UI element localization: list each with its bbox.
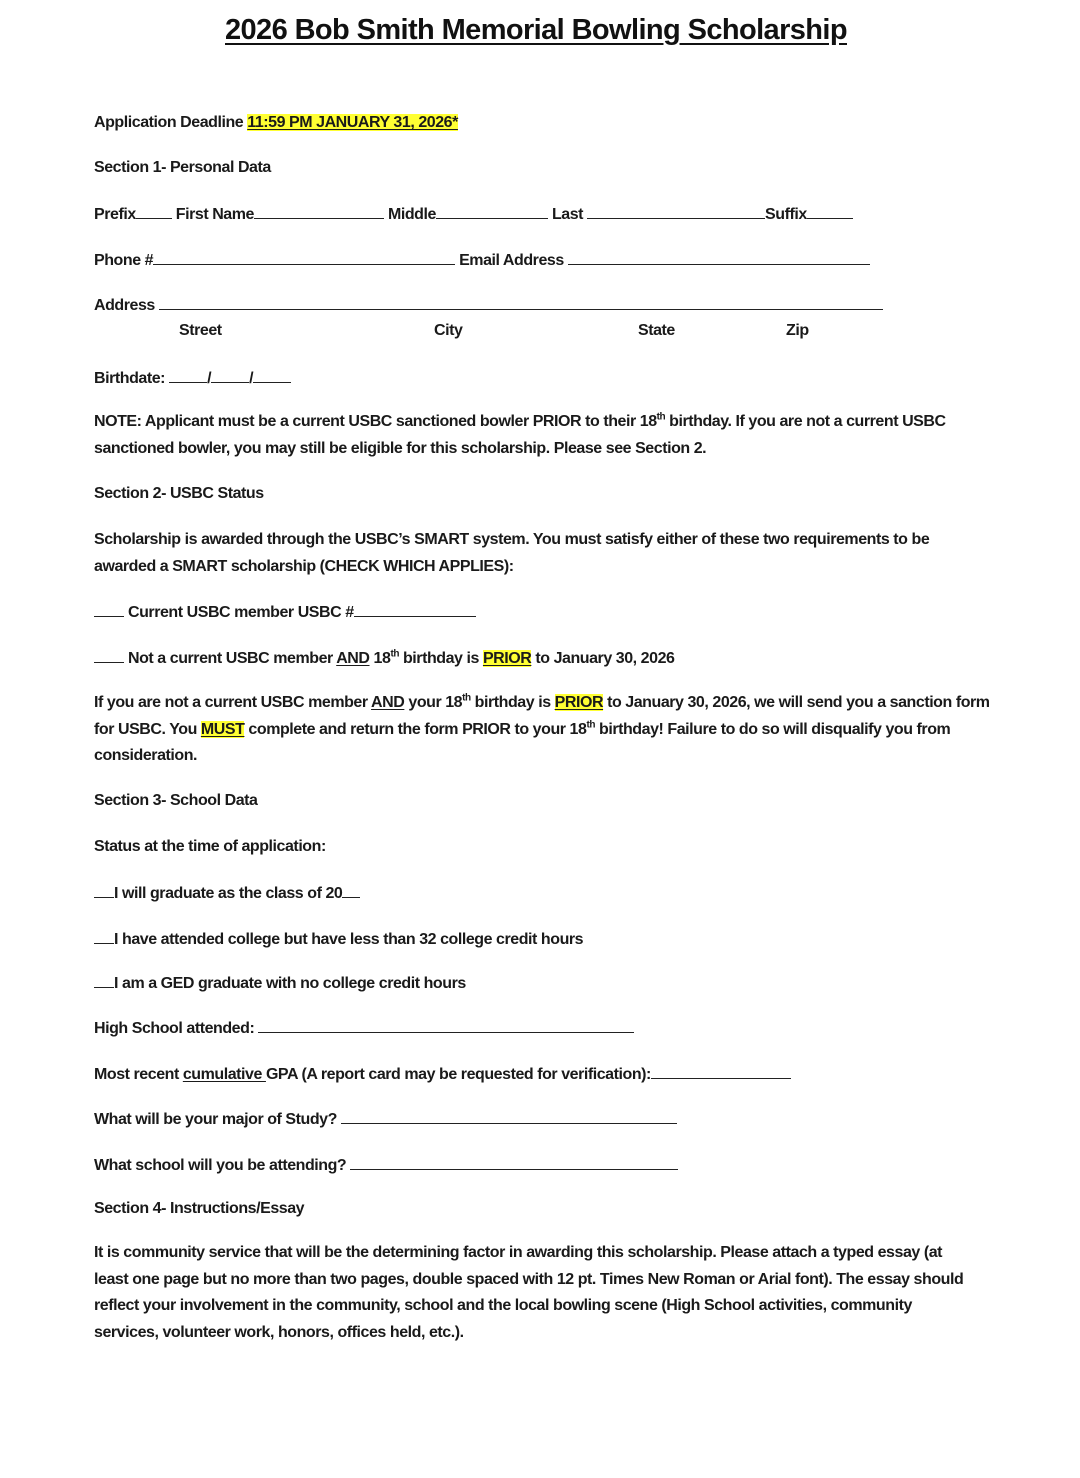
eligibility-note [94,409,994,462]
notice-text: birthday is [470,694,555,711]
ordinal-suffix: th [656,411,666,423]
college-row [94,1155,678,1175]
usbc-number-field[interactable] [354,602,476,617]
college-field[interactable] [350,1155,678,1170]
ordinal-suffix: th [586,719,595,731]
application-deadline [94,114,458,132]
notice-text: birthday! Failure to do so will disqualify you from consideration. [94,720,951,764]
and-emphasis: AND [371,694,405,711]
suffix-field[interactable] [807,204,853,219]
status-option-ged [94,973,466,993]
gpa-label: GPA (A report card may be requested for verification): [265,1066,651,1083]
notice-text: your 18 [404,694,463,711]
form-title: 2026 Bob Smith Memorial Bowling Scholarship [225,14,847,46]
deadline-value: 11:59 PM JANUARY 31, 2026* [247,114,458,131]
high-school-field[interactable] [258,1018,634,1033]
address-field[interactable] [159,295,883,310]
status-option-label: I will graduate as the class of 20 [114,885,343,902]
notice-text: complete and return the form PRIOR to your 18 [244,720,587,738]
status-option-label: I am a GED graduate with no college credit hours [114,975,466,992]
address-city-label: City [434,322,463,339]
suffix-label: Suffix [765,206,807,223]
address-zip-label: Zip [786,322,809,339]
section-1-heading: Section 1- Personal Data [94,159,271,176]
date-separator: / [207,370,212,387]
address-street-label: Street [179,322,222,339]
usbc-member-option [94,602,476,622]
first-name-field[interactable] [254,204,384,219]
name-row [94,204,853,224]
option-text: 18 [369,650,391,667]
cumulative-emphasis: cumulative [182,1066,266,1083]
contact-row [94,250,870,270]
phone-label: Phone # [94,252,154,269]
ged-checkbox[interactable] [94,973,114,988]
middle-name-field[interactable] [436,204,548,219]
ordinal-suffix: th [390,648,399,660]
deadline-label: Application Deadline [94,114,248,131]
status-label: Status at the time of application: [94,838,326,855]
usbc-member-checkbox[interactable] [94,602,124,617]
phone-field[interactable] [153,250,455,265]
must-highlight: MUST [200,720,245,738]
last-name-field[interactable] [587,204,765,219]
gpa-field[interactable] [651,1064,791,1079]
major-row [94,1109,677,1129]
usbc-member-label: Current USBC member USBC # [124,604,354,621]
gpa-row [94,1064,791,1084]
option-text: birthday is [398,650,483,667]
section-2-heading: Section 2- USBC Status [94,485,264,502]
non-member-checkbox[interactable] [94,648,124,663]
email-label: Email Address [455,252,568,269]
essay-instructions: It is community service that will be the determining factor in awarding this scholarship. Please attach a typed essay (at least one page but no more than two pages, double spaced with 12 pt. Times New Roman or Arial font). The essay should reflect your involvement in the community, school and the local bowling scene (High School activities, community services, volunteer work, honors, offices held, etc.). [94,1244,964,1341]
birthdate-day-field[interactable] [211,368,249,383]
birthdate-label: Birthdate: [94,370,170,387]
section-3-heading: Section 3- School Data [94,792,258,809]
college-checkbox[interactable] [94,929,114,944]
prior-highlight: PRIOR [482,650,532,667]
notice-text: If you are not a current USBC member [94,694,372,711]
major-field[interactable] [341,1109,677,1124]
address-row [94,295,883,315]
section-2-intro: Scholarship is awarded through the USBC’s SMART system. You must satisfy either of these two requirements to be awarded a SMART scholarship (CHECK WHICH APPLIES): [94,531,930,575]
date-separator: / [249,370,254,387]
option-text: to January 30, 2026 [531,650,675,667]
gpa-label: Most recent [94,1066,183,1083]
ordinal-suffix: th [462,692,471,704]
birthdate-year-field[interactable] [253,368,291,383]
status-option-college [94,929,583,949]
sanction-form-notice [94,690,994,770]
last-name-label: Last [547,206,588,223]
note-text: birthday. If you are not a current USBC sanctioned bowler, you may still be eligible for this scholarship. Please see Section 2. [94,413,946,457]
college-label: What school will you be attending? [94,1157,351,1174]
section-4-heading: Section 4- Instructions/Essay [94,1200,305,1217]
address-state-label: State [638,322,675,339]
non-member-option [94,648,674,668]
major-label: What will be your major of Study? [94,1111,341,1128]
graduate-checkbox[interactable] [94,883,114,898]
birthdate-row [94,368,291,388]
prefix-label: Prefix [94,206,136,223]
first-name-label: First Name [171,206,254,223]
option-text: Not a current USBC member [124,650,337,667]
class-year-field[interactable] [342,883,360,898]
high-school-label: High School attended: [94,1020,259,1037]
prior-highlight: PRIOR [554,694,604,711]
middle-name-label: Middle [383,206,436,223]
email-field[interactable] [568,250,870,265]
address-label: Address [94,297,159,314]
status-option-label: I have attended college but have less than 32 college credit hours [114,931,584,948]
note-text: NOTE: Applicant must be a current USBC sanctioned bowler PRIOR to their 18 [94,413,657,430]
notice-text: to January 30, 2026, we will send you a sanction form for USBC. You [94,694,990,738]
and-emphasis: AND [336,650,370,667]
prefix-field[interactable] [136,204,172,219]
high-school-row [94,1018,634,1038]
status-option-graduate [94,883,360,903]
birthdate-month-field[interactable] [169,368,207,383]
